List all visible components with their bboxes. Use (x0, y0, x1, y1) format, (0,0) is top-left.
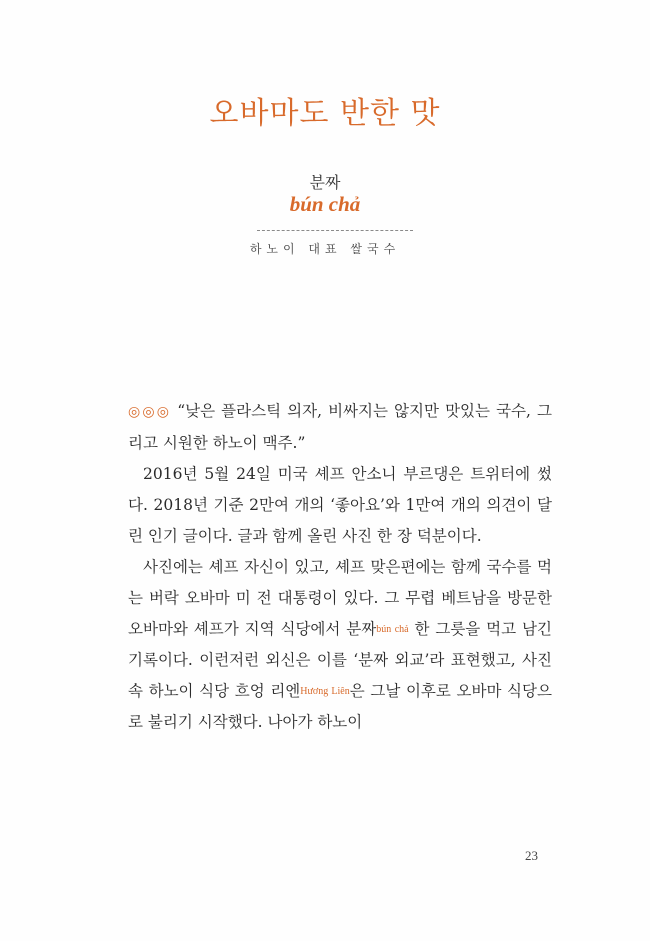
dashed-divider (257, 230, 413, 231)
paragraph (128, 552, 552, 738)
dish-name-vietnamese: bún chả (289, 192, 361, 216)
section-marker: ◎◎◎ (128, 404, 172, 420)
paragraph: 2016년 5월 24일 미국 셰프 안소니 부르댕은 트위터에 썼다. 2018년 기준 2만여 개의 ‘좋아요’와 1만여 개의 의견이 달린 인기 글이다. 글과 함께 올린 사진 한 장 덕분이다. (128, 465, 552, 545)
chapter-subtitle: 하노이 대표 쌀국수 (249, 242, 401, 256)
paragraph-text: 사진에는 셰프 자신이 있고, 셰프 맞은편에는 함께 국수를 먹는 버락 오바마 미 전 대통령이 있다. 그 무렵 베트남을 방문한 오바마와 셰프가 지역 식당에서 분짜 (128, 558, 552, 638)
vietnamese-gloss: bún chả (376, 624, 409, 635)
body-text (128, 396, 552, 738)
paragraph-quote (128, 396, 552, 459)
paragraph-text: 은 그날 이후로 오바마 식당으로 불리기 시작했다. 나아가 하노이 (128, 682, 552, 731)
paragraph-text: 한 그릇을 먹고 남긴 기록이다. 이런저런 외신은 이를 ‘분짜 외교’라 표현했고, 사진 속 하노이 식당 흐엉 리엔 (128, 620, 552, 700)
chapter-title: 오바마도 반한 맛 (209, 96, 441, 131)
vietnamese-gloss: Hương Liên (300, 686, 350, 697)
dish-name-korean: 분짜 (309, 173, 341, 192)
quote-text: “낮은 플라스틱 의자, 비싸지는 않지만 맛있는 국수, 그리고 시원한 하노이 맥주.” (128, 402, 552, 452)
page-number: 23 (525, 848, 538, 863)
